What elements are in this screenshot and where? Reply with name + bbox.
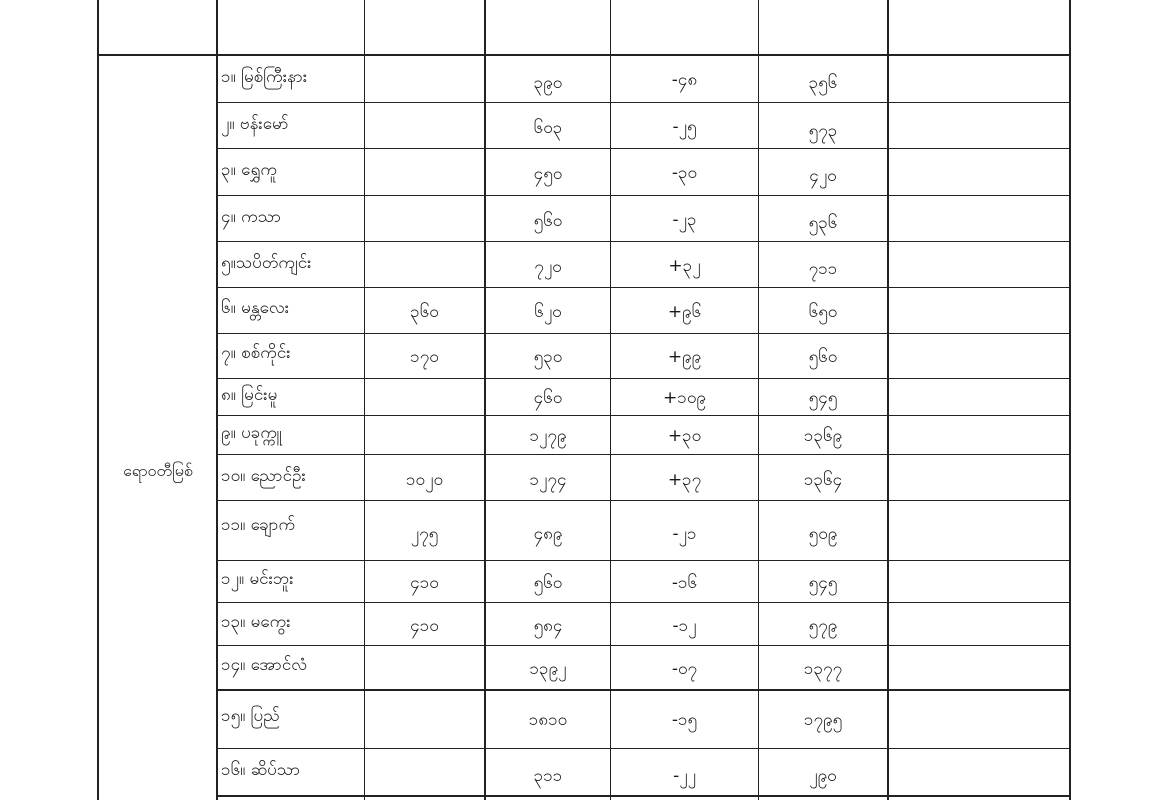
station-name: ၂။ ဗန်းမော်	[221, 114, 289, 134]
value-c1: ၄၁၀	[410, 573, 439, 593]
value-c1: ၃၆၀	[410, 302, 439, 322]
value-c3: -၂၂	[673, 766, 696, 786]
value-c4: ၅၀၉	[808, 524, 838, 544]
value-c2: ၇၂၀	[534, 257, 562, 277]
row-divider	[216, 645, 1071, 646]
station-name: ၁၀။ ညောင်ဦး	[221, 466, 306, 486]
value-c4: ၅၄၅	[808, 573, 838, 593]
row-divider	[216, 500, 1071, 501]
value-c1: ၁၇၀	[410, 347, 439, 367]
value-c2: ၁၈၁၀	[528, 710, 568, 730]
value-c3: +၉၆	[667, 302, 702, 322]
header-bottom-border	[97, 54, 1071, 56]
value-c3: -၂၅	[672, 117, 697, 137]
value-c3: -၃၀	[671, 163, 698, 183]
station-name: ၆။ မန္တလေး	[221, 298, 290, 318]
column-divider	[216, 0, 218, 800]
value-c1: ၁၀၂၀	[405, 470, 444, 490]
value-c2: ၄၆၀	[533, 388, 563, 408]
value-c2: ၆၀၃	[533, 118, 563, 138]
value-c2: ၅၈၄	[533, 616, 563, 636]
value-c4: ၇၁၁	[808, 259, 838, 279]
row-divider	[216, 378, 1071, 379]
value-c2: ၅၆၀	[533, 211, 563, 231]
value-c2: ၅၃၀	[533, 347, 563, 367]
value-c2: ၆၂၀	[534, 302, 562, 322]
station-name: ၄။ ကသာ	[221, 207, 282, 227]
value-c3: -၁၂	[672, 616, 697, 636]
value-c2: ၄၅၀	[533, 164, 563, 184]
column-divider	[887, 0, 889, 800]
station-name: ၁၁။ ချောက်	[221, 515, 296, 535]
value-c3: +၃၇	[667, 470, 702, 490]
row-divider	[216, 102, 1071, 103]
station-name: ၁၅။ ပြည်	[221, 706, 280, 726]
row-divider	[216, 415, 1071, 416]
station-name: ၈။ မြင်းမူ	[221, 385, 278, 405]
value-c4: ၄၂၀	[809, 166, 837, 186]
row-divider	[216, 287, 1071, 288]
value-c4: ၁၃၆၄	[803, 470, 843, 490]
value-c3: +၉၉	[667, 347, 702, 367]
column-divider	[364, 0, 365, 800]
value-c4: ၅၄၅	[808, 388, 838, 408]
table-border-left	[97, 0, 99, 800]
row-divider	[216, 241, 1071, 242]
value-c2: ၁၃၉၂	[529, 659, 567, 679]
row-divider	[216, 795, 1071, 797]
value-c3: -၄၈	[671, 70, 698, 90]
value-c3: -၂၃	[672, 210, 697, 230]
value-c2: ၁၂၇၉	[529, 426, 567, 446]
station-name: ၁၂။ မင်းဘူး	[221, 569, 294, 589]
value-c2: ၁၂၇၄	[529, 470, 567, 490]
row-divider	[216, 748, 1071, 749]
row-divider	[216, 454, 1071, 455]
station-name: ၁၃။ မကွေး	[221, 612, 291, 632]
value-c3: -၁၅	[671, 710, 698, 730]
row-divider	[216, 333, 1071, 334]
value-c1: ၄၁၀	[410, 616, 439, 636]
region-label: ရောဝတီမြစ်	[123, 461, 193, 480]
value-c4: ၁၇၉၅	[803, 710, 843, 730]
row-divider	[216, 148, 1071, 149]
station-name: ၉။ ပခုက္ကူ	[221, 423, 282, 443]
value-c4: ၁၃၇၇	[803, 659, 843, 679]
station-name: ၁၆။ ဆိပ်သာ	[221, 760, 301, 780]
value-c3: -၁၆	[671, 573, 698, 593]
station-name: ၇။ စစ်ကိုင်း	[221, 343, 291, 363]
value-c1: ၂၇၅	[410, 524, 439, 544]
value-c3: +၁၀၉	[663, 388, 706, 408]
value-c3: -၂၁	[672, 524, 697, 544]
row-divider	[216, 689, 1071, 691]
value-c4: ၂၉၀	[809, 766, 837, 786]
row-divider	[216, 195, 1071, 196]
value-c2: ၄၈၉	[533, 524, 563, 544]
value-c4: ၃၅၆	[808, 73, 838, 93]
station-name: ၃။ ရွှေကူ	[221, 160, 278, 180]
value-c2: ၃၉၀	[533, 73, 563, 93]
value-c3: -၀၇	[671, 659, 698, 679]
station-name: ၁၄။ အောင်လံ	[221, 655, 308, 675]
value-c3: +၃၀	[667, 426, 702, 446]
value-c4: ၁၃၆၉	[803, 426, 843, 446]
row-divider	[216, 602, 1071, 603]
value-c2: ၃၁၁	[533, 766, 563, 786]
value-c4: ၆၅၀	[808, 302, 838, 322]
table-border-right	[1069, 0, 1071, 800]
value-c4: ၅၇၉	[808, 616, 838, 636]
value-c4: ၅၃၆	[808, 213, 838, 233]
station-name: ၁။ မြစ်ကြီးနား	[221, 67, 308, 87]
value-c2: ၅၆၀	[533, 573, 563, 593]
value-c3: +၃၂	[668, 256, 701, 276]
row-divider	[216, 560, 1071, 561]
value-c4: ၅၇၃	[808, 121, 838, 141]
value-c4: ၅၆၀	[808, 347, 838, 367]
station-name: ၅။သပိတ်ကျင်း	[221, 253, 312, 273]
